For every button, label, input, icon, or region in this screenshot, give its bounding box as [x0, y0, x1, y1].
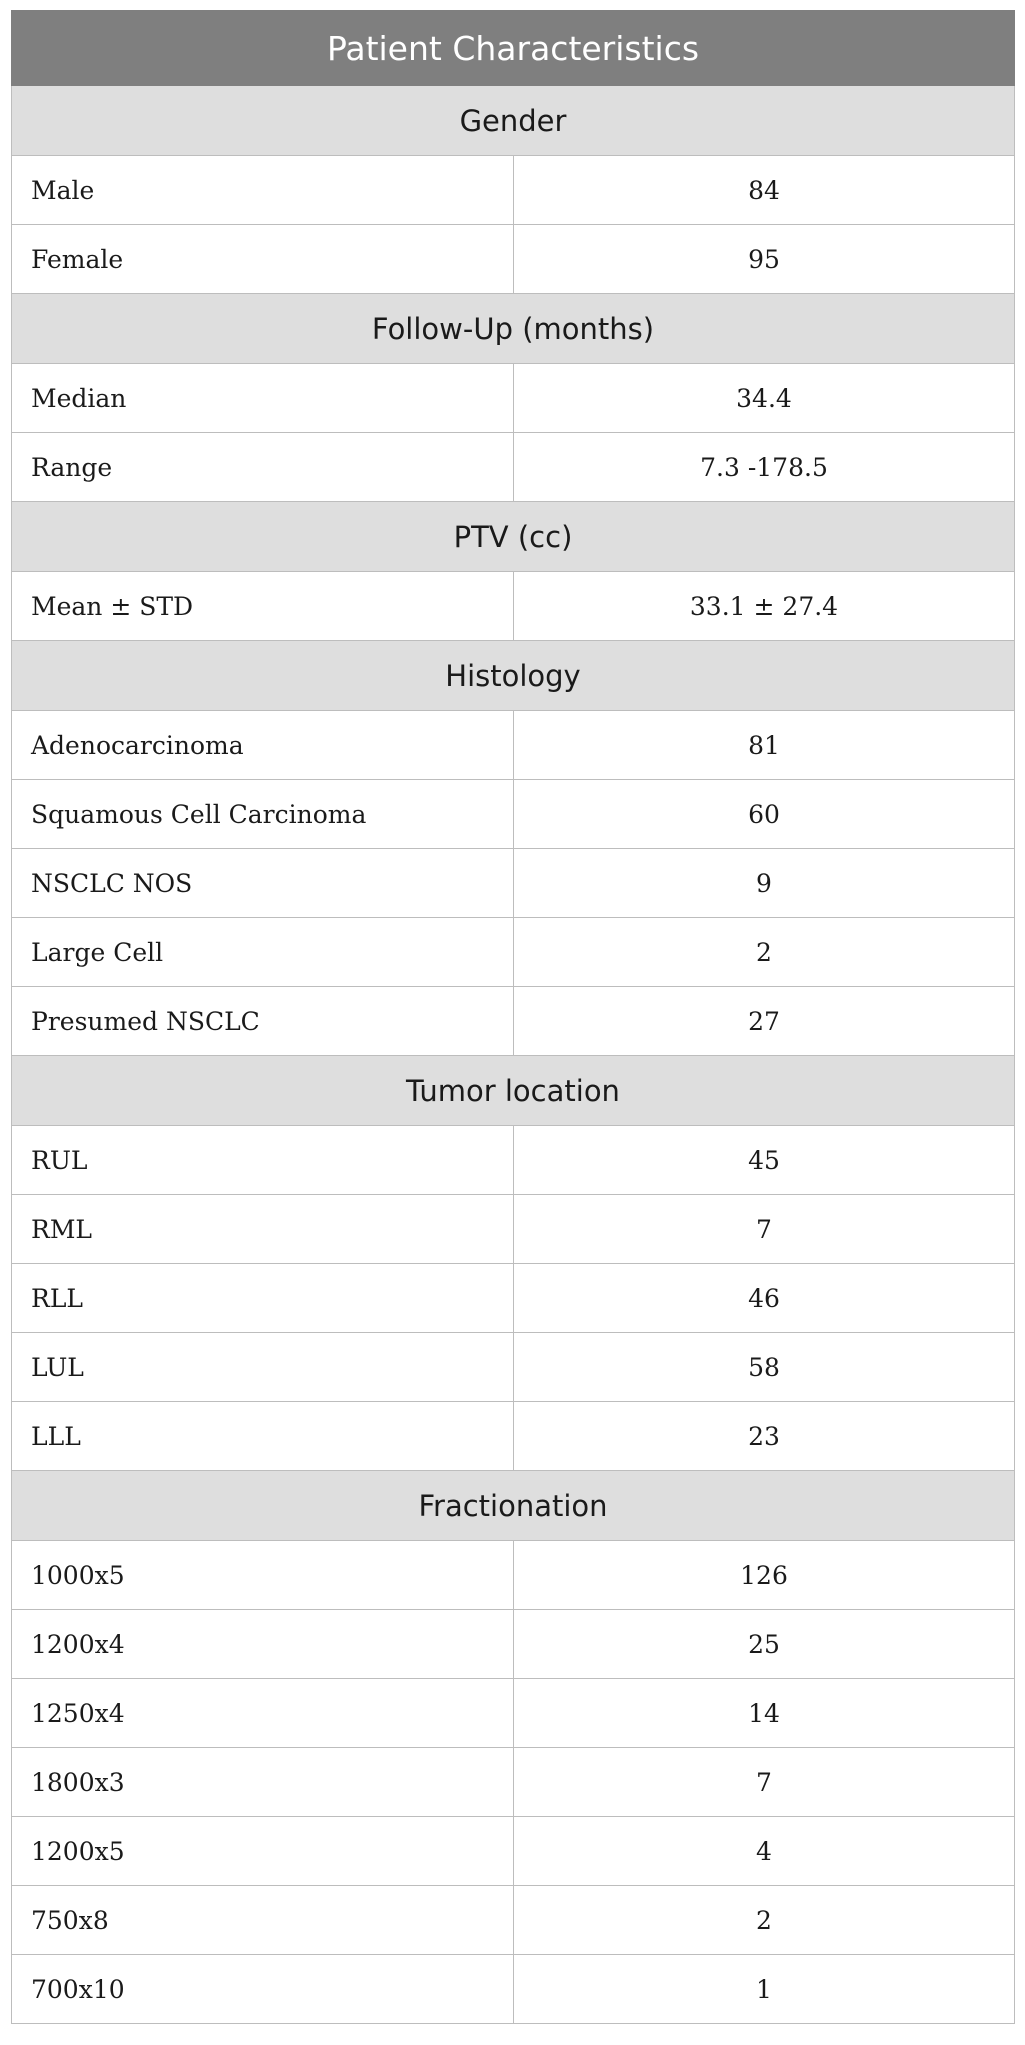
table-row [12, 1610, 1015, 1679]
row-value: 1 [514, 1955, 1015, 2024]
row-label: Adenocarcinoma [12, 711, 514, 780]
row-label: Squamous Cell Carcinoma [12, 780, 514, 849]
section-heading: Tumor location [12, 1056, 1015, 1126]
table-row [12, 918, 1015, 987]
row-value: 4 [514, 1817, 1015, 1886]
table-row [12, 364, 1015, 433]
row-label: Female [12, 225, 514, 294]
table-row [12, 1955, 1015, 2024]
row-label: Median [12, 364, 514, 433]
table-row [12, 1817, 1015, 1886]
row-label: Male [12, 156, 514, 225]
section-header-row-follow-up-months [12, 294, 1015, 364]
row-label: 1200x4 [12, 1610, 514, 1679]
row-label: RUL [12, 1126, 514, 1195]
section-heading: Gender [12, 86, 1015, 156]
table-row [12, 1402, 1015, 1471]
table-row [12, 1195, 1015, 1264]
row-value: 84 [514, 156, 1015, 225]
table-row [12, 225, 1015, 294]
row-value: 9 [514, 849, 1015, 918]
row-value: 23 [514, 1402, 1015, 1471]
table-body [12, 11, 1015, 2024]
section-heading: PTV (cc) [12, 502, 1015, 572]
row-value: 7.3 -178.5 [514, 433, 1015, 502]
row-value: 45 [514, 1126, 1015, 1195]
row-value: 34.4 [514, 364, 1015, 433]
table-title-row [12, 11, 1015, 86]
row-value: 60 [514, 780, 1015, 849]
row-value: 2 [514, 1886, 1015, 1955]
table-row [12, 849, 1015, 918]
table-row [12, 1333, 1015, 1402]
row-value: 33.1 ± 27.4 [514, 572, 1015, 641]
section-header-row-histology [12, 641, 1015, 711]
table-row [12, 1679, 1015, 1748]
patient-characteristics-table-container [11, 10, 1014, 2024]
row-label: Presumed NSCLC [12, 987, 514, 1056]
table-row [12, 156, 1015, 225]
row-value: 27 [514, 987, 1015, 1056]
row-label: Range [12, 433, 514, 502]
table-row [12, 711, 1015, 780]
row-value: 14 [514, 1679, 1015, 1748]
table-row [12, 433, 1015, 502]
row-label: Mean ± STD [12, 572, 514, 641]
row-label: 750x8 [12, 1886, 514, 1955]
table-title: Patient Characteristics [12, 11, 1015, 86]
row-label: 1250x4 [12, 1679, 514, 1748]
section-header-row-tumor-location [12, 1056, 1015, 1126]
row-value: 7 [514, 1195, 1015, 1264]
row-value: 126 [514, 1541, 1015, 1610]
row-value: 7 [514, 1748, 1015, 1817]
row-label: LUL [12, 1333, 514, 1402]
row-label: 700x10 [12, 1955, 514, 2024]
table-row [12, 1541, 1015, 1610]
table-row [12, 987, 1015, 1056]
row-label: 1200x5 [12, 1817, 514, 1886]
table-row [12, 572, 1015, 641]
row-value: 81 [514, 711, 1015, 780]
table-row [12, 1748, 1015, 1817]
section-header-row-gender [12, 86, 1015, 156]
row-value: 95 [514, 225, 1015, 294]
row-value: 25 [514, 1610, 1015, 1679]
row-value: 58 [514, 1333, 1015, 1402]
section-header-row-fractionation [12, 1471, 1015, 1541]
section-header-row-ptv-cc [12, 502, 1015, 572]
row-label: 1000x5 [12, 1541, 514, 1610]
table-row [12, 1126, 1015, 1195]
row-label: 1800x3 [12, 1748, 514, 1817]
row-label: Large Cell [12, 918, 514, 987]
section-heading: Fractionation [12, 1471, 1015, 1541]
row-label: RLL [12, 1264, 514, 1333]
table-row [12, 1264, 1015, 1333]
row-label: RML [12, 1195, 514, 1264]
patient-characteristics-table [11, 10, 1015, 2024]
row-value: 2 [514, 918, 1015, 987]
row-label: NSCLC NOS [12, 849, 514, 918]
row-value: 46 [514, 1264, 1015, 1333]
section-heading: Follow-Up (months) [12, 294, 1015, 364]
section-heading: Histology [12, 641, 1015, 711]
row-label: LLL [12, 1402, 514, 1471]
table-row [12, 780, 1015, 849]
table-row [12, 1886, 1015, 1955]
